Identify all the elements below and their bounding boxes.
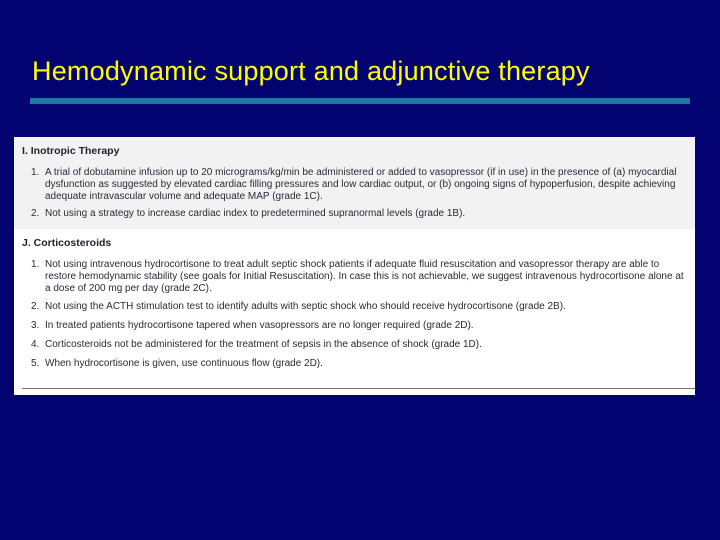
section-heading: J. Corticosteroids — [22, 237, 112, 249]
section-corticosteroids — [14, 229, 695, 395]
item-text: A trial of dobutamine infusion up to 20 micrograms/kg/min be administered or added to vasopressor (if in use) in the presence of (a) myocardial dysfunction as suggested by elevated cardiac filling pressures and low cardiac output, or (b) ongoing signs of hypoperfusion, despite achieving adequate intravascular volume and adequate MAP (grade 1C). — [45, 167, 677, 202]
section-heading: I. Inotropic Therapy — [22, 145, 120, 157]
item-text: Not using the ACTH stimulation test to identify adults with septic shock who should receive hydrocortisone (grade 2B). — [45, 301, 566, 312]
item-text: When hydrocortisone is given, use continuous flow (grade 2D). — [45, 358, 323, 369]
list-item — [14, 301, 695, 313]
list-item — [14, 259, 695, 295]
item-number: 5. — [31, 358, 40, 369]
list-item — [14, 339, 695, 351]
item-number: 4. — [31, 339, 40, 350]
list-item — [14, 208, 695, 220]
list-item — [14, 167, 695, 203]
section-inotropic-therapy — [14, 137, 695, 229]
title-underline — [30, 98, 690, 104]
slide-title: Hemodynamic support and adjunctive therapy — [32, 56, 590, 86]
item-number: 2. — [31, 301, 40, 312]
item-number: 3. — [31, 320, 40, 331]
item-number: 1. — [31, 167, 40, 178]
item-number: 1. — [31, 259, 40, 270]
guideline-table — [14, 137, 695, 395]
item-number: 2. — [31, 208, 40, 219]
item-text: Not using intravenous hydrocortisone to treat adult septic shock patients if adequate fluid resuscitation and vasopressor therapy are able to restore hemodynamic stability (see goals for Initial Resuscitation). In case this is not achievable, we suggest intravenous hydrocortisone alone at a dose of 200 mg per day (grade 2C). — [45, 259, 684, 294]
item-text: Not using a strategy to increase cardiac index to predetermined supranormal levels (grade 1B). — [45, 208, 466, 219]
table-bottom-rule — [22, 388, 695, 389]
item-text: In treated patients hydrocortisone tapered when vasopressors are no longer required (grade 2D). — [45, 320, 474, 331]
list-item — [14, 358, 695, 370]
item-text: Corticosteroids not be administered for the treatment of sepsis in the absence of shock (grade 1D). — [45, 339, 482, 350]
list-item — [14, 320, 695, 332]
